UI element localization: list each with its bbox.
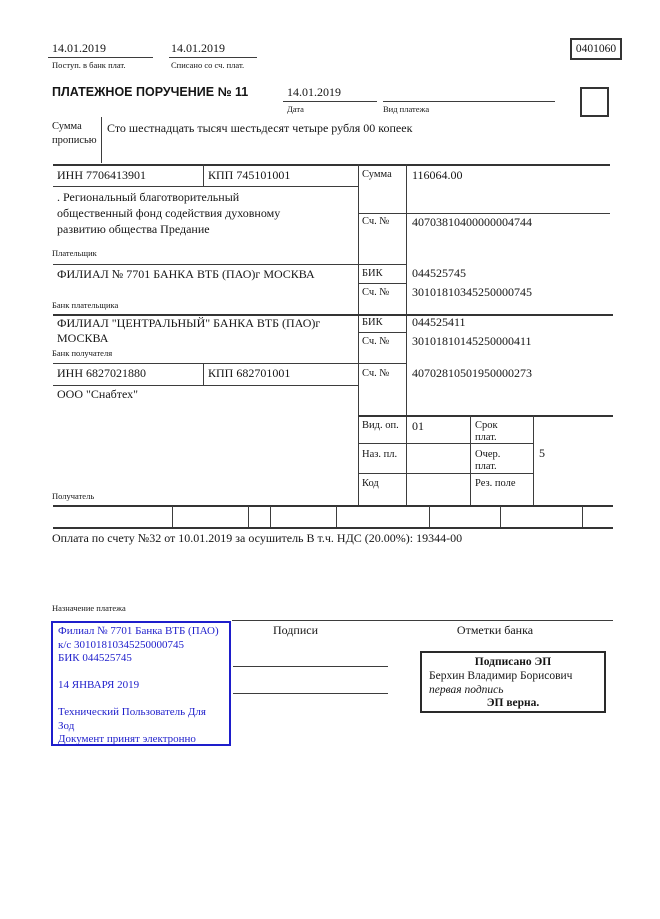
label-column-divider — [358, 164, 359, 506]
debited-date-underline — [169, 57, 257, 58]
sum-label: Сумма — [362, 169, 392, 180]
received-date-label: Поступ. в банк плат. — [52, 60, 126, 70]
date-label: Дата — [287, 104, 304, 114]
esign-name: Берхин Владимир Борисович — [429, 670, 573, 682]
payer-bank-name: ФИЛИАЛ № 7701 БАНКА ВТБ (ПАО)г МОСКВА — [57, 267, 315, 281]
tax-cell-divider-1 — [172, 506, 173, 527]
amount-words-value: Сто шестнадцать тысяч шестьдесят четыре рубля 00 копеек — [107, 121, 413, 135]
document-date-value: 14.01.2019 — [287, 85, 341, 99]
esign-subtitle: первая подпись — [429, 684, 504, 696]
payer-section-underline — [53, 264, 406, 265]
code-label: Код — [362, 478, 379, 489]
payment-purpose-label: Назначение платежа — [52, 603, 126, 613]
inn-row-underline-beneficiary — [53, 385, 358, 386]
beneficiary-inn: ИНН 6827021880 — [57, 366, 146, 380]
debited-date-value: 14.01.2019 — [171, 41, 225, 55]
table-border-top — [53, 164, 610, 166]
payer-bank-bik-label: БИК — [362, 268, 383, 279]
form-code-box: 0401060 — [570, 38, 622, 60]
pay-term-label-1: Срок — [475, 420, 498, 431]
amount-words-label-1: Сумма — [52, 121, 82, 132]
reserve-field-label: Рез. поле — [475, 478, 516, 489]
stamp-date: 14 ЯНВАРЯ 2019 — [58, 679, 140, 692]
amount-words-divider — [101, 117, 102, 163]
table-border-bottom — [53, 505, 613, 507]
date-underline — [283, 101, 377, 102]
value-column-divider — [406, 164, 407, 506]
payment-type-box — [580, 87, 609, 117]
payment-type-label: Вид платежа — [383, 104, 430, 114]
payer-bank-label: Банк плательщика — [52, 300, 119, 310]
grid-divider-1 — [470, 415, 471, 506]
beneficiary-label: Получатель — [52, 491, 95, 501]
priority-value: 5 — [539, 446, 545, 460]
esign-verified: ЭП верна. — [486, 697, 540, 709]
payer-inn: ИНН 7706413901 — [57, 168, 146, 182]
purpose-code-label: Наз. пл. — [362, 449, 398, 460]
beneficiary-name: ООО "Снабтех" — [57, 387, 139, 401]
payer-bank-bik-underline — [358, 283, 406, 284]
signature-line-1 — [233, 666, 388, 667]
payment-purpose-text: Оплата по счету №32 от 10.01.2019 за осушитель В т.ч. НДС (20.00%): 19344-00 — [52, 531, 463, 545]
payer-account-label: Сч. № — [362, 216, 390, 227]
bank-marks-header: Отметки банка — [456, 623, 534, 637]
esign-box — [420, 651, 606, 713]
beneficiary-bank-account-label: Сч. № — [362, 336, 390, 347]
payer-bank-account-label: Сч. № — [362, 287, 390, 298]
payer-label: Плательщик — [52, 248, 97, 258]
inn-kpp-divider-payer — [203, 164, 204, 186]
tax-cell-divider-3 — [270, 506, 271, 527]
received-date-value: 14.01.2019 — [52, 41, 106, 55]
tax-cell-divider-5 — [429, 506, 430, 527]
payer-bank-account-value: 30101810345250000745 — [412, 285, 532, 299]
stamp-accepted: Документ принят электронно — [58, 733, 196, 746]
priority-label-2: плат. — [475, 461, 497, 472]
payer-name-line3: развитию общества Предание — [57, 222, 210, 236]
beneficiary-account-value: 40702810501950000273 — [412, 366, 532, 380]
beneficiary-bank-name-line2: МОСКВА — [57, 331, 109, 345]
payer-name-line2: общественный фонд содействия духовному — [57, 206, 281, 220]
inn-row-underline-payer — [53, 186, 358, 187]
payer-account-value: 40703810400000004744 — [412, 215, 532, 229]
tax-cell-divider-2 — [248, 506, 249, 527]
priority-label-1: Очер. — [475, 449, 501, 460]
beneficiary-bank-bik-label: БИК — [362, 317, 383, 328]
grid-divider-2 — [533, 415, 534, 506]
pay-term-label-2: плат. — [475, 432, 497, 443]
tax-cell-divider-4 — [336, 506, 337, 527]
stamp-user-line2: Зод — [58, 719, 75, 732]
op-type-label: Вид. оп. — [362, 420, 399, 431]
stamp-user-line1: Технический Пользователь Для — [58, 705, 206, 718]
grid-row-underline-2 — [358, 473, 533, 474]
received-date-underline — [48, 57, 153, 58]
tax-row-border-bottom — [53, 527, 613, 529]
signature-line-2 — [233, 693, 388, 694]
stamp-bik: БИК 044525745 — [58, 652, 132, 665]
grid-row-underline-1 — [358, 443, 533, 444]
beneficiary-account-label: Сч. № — [362, 368, 390, 379]
sum-row-underline — [358, 213, 610, 214]
payer-kpp: КПП 745101001 — [208, 168, 291, 182]
inn-kpp-divider-beneficiary — [203, 363, 204, 385]
signatures-header: Подписи — [272, 623, 319, 637]
esign-title: Подписано ЭП — [474, 656, 552, 668]
tax-cell-divider-7 — [582, 506, 583, 527]
payer-name-line1: . Региональный благотворительный — [57, 190, 240, 204]
beneficiary-bank-label: Банк получателя — [52, 348, 113, 358]
beneficiary-kpp: КПП 682701001 — [208, 366, 291, 380]
stamp-spacer — [58, 666, 224, 679]
stamp-corr-account: к/с 30101810345250000745 — [58, 638, 185, 651]
tax-cell-divider-6 — [500, 506, 501, 527]
stamp-bank-name: Филиал № 7701 Банка ВТБ (ПАО) — [58, 625, 219, 637]
footer-rule — [232, 620, 613, 621]
payment-type-underline — [383, 101, 555, 102]
account-row-underline — [358, 415, 613, 417]
stamp-spacer — [58, 693, 224, 706]
op-type-value: 01 — [412, 419, 424, 433]
amount-words-label-2: прописью — [52, 135, 97, 146]
debited-date-label: Списано со сч. плат. — [171, 60, 245, 70]
beneficiary-bank-bik-value: 044525411 — [412, 315, 466, 329]
beneficiary-bank-bik-underline — [358, 332, 406, 333]
document-title: ПЛАТЕЖНОЕ ПОРУЧЕНИЕ № 11 — [52, 85, 249, 99]
sum-value: 116064.00 — [412, 168, 463, 182]
beneficiary-bank-account-value: 30101810145250000411 — [412, 334, 532, 348]
payer-bank-bik-value: 044525745 — [412, 266, 466, 280]
bank-stamp-box — [51, 621, 231, 746]
beneficiary-bank-section-underline — [53, 363, 406, 364]
beneficiary-bank-name-line1: ФИЛИАЛ "ЦЕНТРАЛЬНЫЙ" БАНКА ВТБ (ПАО)г — [57, 316, 321, 330]
